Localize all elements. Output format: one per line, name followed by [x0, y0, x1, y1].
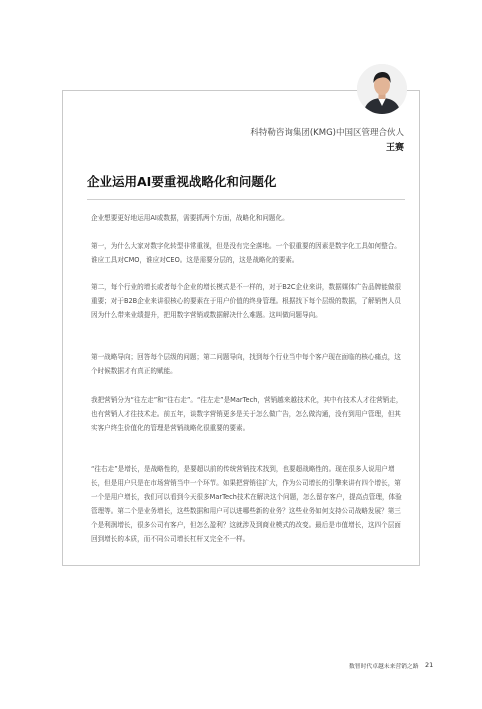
author-portrait-icon: [357, 64, 407, 114]
paragraph-1: 企业想要更好地运用AI或数据，需要抓两个方面，战略化和问题化。: [91, 214, 289, 222]
author-title: 科特勒咨询集团(KMG)中国区管理合伙人: [250, 128, 404, 138]
paragraph-4: 第一战略导向；回答每个层级的问题；第二问题导向，找到每个行业当中每个客户现在面临的核心痛点，这个时候数据才有真正的赋能。: [91, 353, 401, 375]
paragraph-6: “往右走”是增长，是战略性的，是要超以前的传统营销技术找到，也要超战略性的。现在很多人说用户增长，但是用户只是在市场营销当中一个环节。如果把营销往扩大，作为公司增长的引擎来讲有四个增长，第一个是用户增长，我们可以看到今天很多MarTech技术在解决这个问题，怎么留存客户，提高点管理，体验管理等。第二个是业务增长，这些数据和用户可以进哪些新的业务？这些业务如何支持公司战略发展？第三个是利润增长，很多公司有客户，但怎么盈利？这就涉及到商业模式的改变。最后是市值增长，这四个层面回到增长的本质，而不同公司增长杠杆又完全不一样。: [91, 465, 402, 543]
paragraph-3: 第二，每个行业的增长或者每个企业的增长模式是不一样的，对于B2C企业来讲，数据媒体广告品牌能做很重要；对于B2B企业来讲很核心的要素在于用户价值的终身管理。根据找下每个层级的数据，了解销售人员因为什么带来业绩提升，把用数字营销或数据解决什么难题。这叫做问题导向。: [91, 283, 402, 319]
author-name: 王赛: [385, 143, 404, 153]
footer-book-title: 数智时代卓越未来营销之路: [349, 664, 419, 670]
author-avatar: [357, 64, 407, 114]
article-heading: 企业运用AI要重视战略化和问题化: [87, 174, 277, 189]
heading-divider: [87, 199, 405, 200]
paragraph-5: 我把营销分为“往左走”和“往右走”。“往左走”是MarTech，营销越来越技术化，其中有技术人才往营销走，也有营销人才往技术走。前五年，谈数字营销更多是关于怎么做广告，怎么做沟通，没有到用户管理，但其实客户终生价值化的管理是营销战略化很重要的要素。: [91, 396, 403, 432]
page-number: 21: [425, 661, 434, 669]
paragraph-2: 第一，为什么大家对数字化转型非常重视，但是没有完全落地。一个很重要的因素是数字化工具如何整合。谁应工具对CMO，谁应对CEO。这是需要分层的，这是战略化的要素。: [91, 242, 401, 264]
